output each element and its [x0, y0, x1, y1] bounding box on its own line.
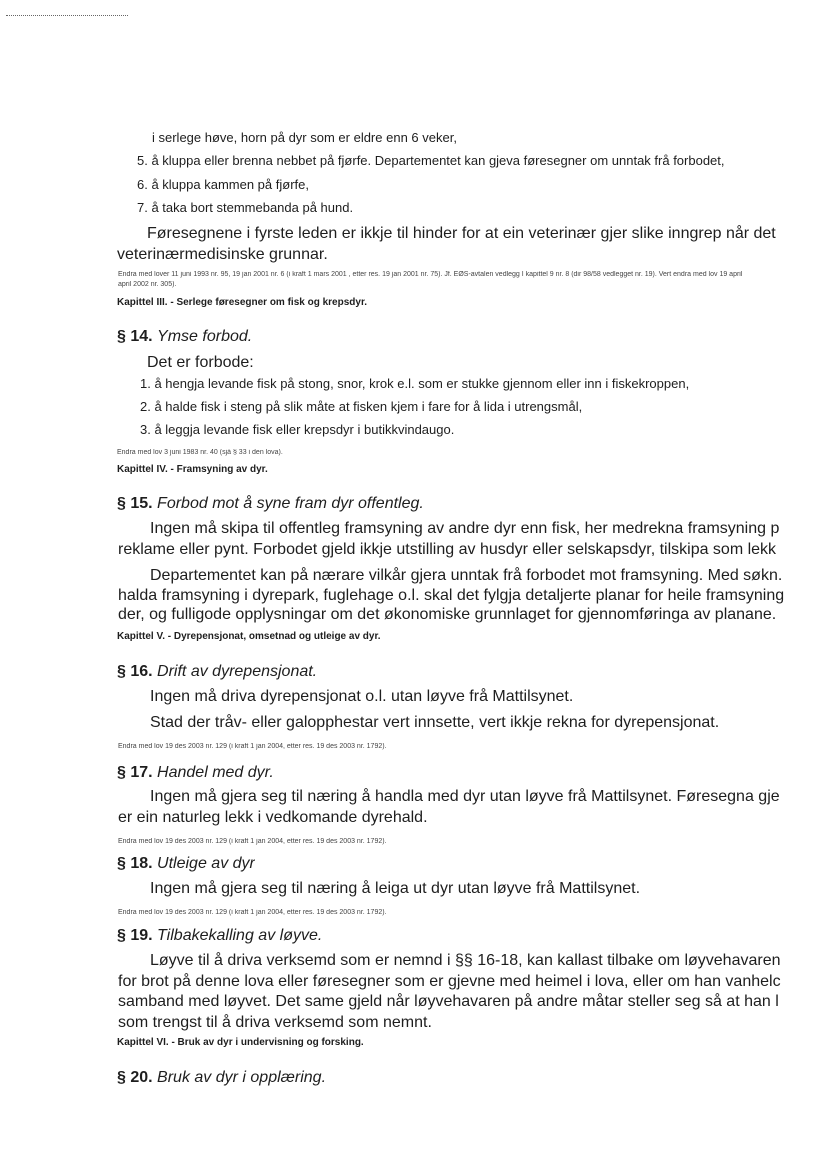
paragraph-line: Ingen må skipa til offentleg framsyning av andre dyr enn fisk, her medrekna framsyning p [150, 520, 780, 537]
section-heading [117, 1069, 326, 1087]
amendment-note: Endra med lover 11 juni 1993 nr. 95, 19 jan 2001 nr. 6 (i kraft 1 mars 2001 , etter res. 19 jan 2001 nr. 75). Jf. EØS-avtalen vedlegg I kapittel 9 nr. 8 (dir 98/58 vedlegget nr. 19). Vert endra med lov 19 april [118, 271, 743, 278]
section-title: Handel med dyr. [157, 764, 274, 781]
section-heading [117, 663, 317, 681]
chapter-heading: Kapittel VI. - Bruk av dyr i undervisning og forsking. [117, 1037, 364, 1048]
paragraph-line: Ingen må driva dyrepensjonat o.l. utan løyve frå Mattilsynet. [150, 688, 574, 705]
paragraph-line: Ingen må gjera seg til næring å handla med dyr utan løyve frå Mattilsynet. Føresegna gje [150, 788, 780, 805]
paragraph-line: Departementet kan på nærare vilkår gjera unntak frå forbodet mot framsyning. Med søkn. [150, 567, 783, 584]
section-title: Ymse forbod. [157, 328, 253, 345]
section-number: § 16. [117, 663, 153, 680]
paragraph-line: Ingen må gjera seg til næring å leiga ut dyr utan løyve frå Mattilsynet. [150, 880, 641, 897]
section-number: § 17. [117, 764, 153, 781]
list-item: 5. å kluppa eller brenna nebbet på fjørfe. Departementet kan gjeva føresegner om unntak frå forbodet, [137, 153, 725, 168]
scan-artifact-line [6, 15, 128, 16]
amendment-note: Endra med lov 19 des 2003 nr. 129 (i kraft 1 jan 2004, etter res. 19 des 2003 nr. 1792). [118, 743, 387, 750]
section-number: § 15. [117, 495, 153, 512]
section-heading [117, 855, 255, 873]
section-number: § 14. [117, 328, 153, 345]
paragraph-line: halda framsyning i dyrepark, fuglehage o.l. skal det fylgja detaljerte planar for heile framsyning [118, 587, 785, 604]
section-heading [117, 764, 274, 782]
paragraph-line: der, og fulligode opplysningar om det økonomiske grunnlaget for gjennomføringa av planane. [118, 606, 777, 623]
section-title: Tilbakekalling av løyve. [157, 927, 323, 944]
amendment-note: april 2002 nr. 305). [118, 281, 177, 288]
chapter-heading: Kapittel IV. - Framsyning av dyr. [117, 464, 268, 475]
section-heading [117, 328, 252, 346]
section-title: Utleige av dyr [157, 855, 255, 872]
chapter-heading: Kapittel V. - Dyrepensjonat, omsetnad og utleige av dyr. [117, 631, 381, 642]
paragraph-line: som trengst til å driva verksemd som nemnt. [118, 1014, 432, 1031]
paragraph-line: veterinærmedisinske grunnar. [117, 246, 328, 263]
section-title: Forbod mot å syne fram dyr offentleg. [157, 495, 424, 512]
text-line: i serlege høve, horn på dyr som er eldre enn 6 veker, [152, 130, 457, 145]
paragraph-line: for brot på denne lova eller føresegner som er gjevne med heimel i lova, eller om han vanhelc [118, 973, 781, 990]
section-title: Drift av dyrepensjonat. [157, 663, 318, 680]
amendment-note: Endra med lov 19 des 2003 nr. 129 (i kraft 1 jan 2004, etter res. 19 des 2003 nr. 1792). [118, 909, 387, 916]
section-number: § 18. [117, 855, 153, 872]
section-number: § 19. [117, 927, 153, 944]
list-item: 2. å halde fisk i steng på slik måte at fisken kjem i fare for å lida i utrengsmål, [140, 399, 583, 414]
paragraph-line: er ein naturleg lekk i vedkomande dyrehald. [118, 809, 428, 826]
list-item: 3. å leggja levande fisk eller krepsdyr i butikkvindaugo. [140, 422, 455, 437]
section-heading [117, 495, 424, 513]
chapter-heading: Kapittel III. - Serlege føresegner om fisk og krepsdyr. [117, 297, 368, 308]
section-heading [117, 927, 322, 945]
paragraph-line: samband med løyvet. Det same gjeld når løyvehavaren på andre måtar steller seg så at han l [118, 993, 779, 1010]
list-item: 1. å hengja levande fisk på stong, snor, krok e.l. som er stukke gjennom eller inn i fiskekroppen, [140, 376, 690, 391]
paragraph-line: Løyve til å driva verksemd som er nemnd i §§ 16-18, kan kallast tilbake om løyvehavaren [150, 952, 781, 969]
paragraph-line: Stad der tråv- eller galopphestar vert innsette, vert ikkje rekna for dyrepensjonat. [150, 714, 720, 731]
paragraph-line: Det er forbode: [147, 354, 254, 371]
section-title: Bruk av dyr i opplæring. [157, 1069, 327, 1086]
paragraph-line: reklame eller pynt. Forbodet gjeld ikkje utstilling av husdyr eller selskapsdyr, tilskipa som lekk [118, 541, 777, 558]
amendment-note: Endra med lov 19 des 2003 nr. 129 (i kraft 1 jan 2004, etter res. 19 des 2003 nr. 1792). [118, 838, 387, 845]
list-item: 6. å kluppa kammen på fjørfe, [137, 177, 309, 192]
amendment-note: Endra med lov 3 juni 1983 nr. 40 (sjå § 33 i den lova). [117, 449, 283, 456]
section-number: § 20. [117, 1069, 153, 1086]
list-item: 7. å taka bort stemmebanda på hund. [137, 200, 354, 215]
paragraph-line: Føresegnene i fyrste leden er ikkje til hinder for at ein veterinær gjer slike inngrep når det [147, 225, 776, 242]
